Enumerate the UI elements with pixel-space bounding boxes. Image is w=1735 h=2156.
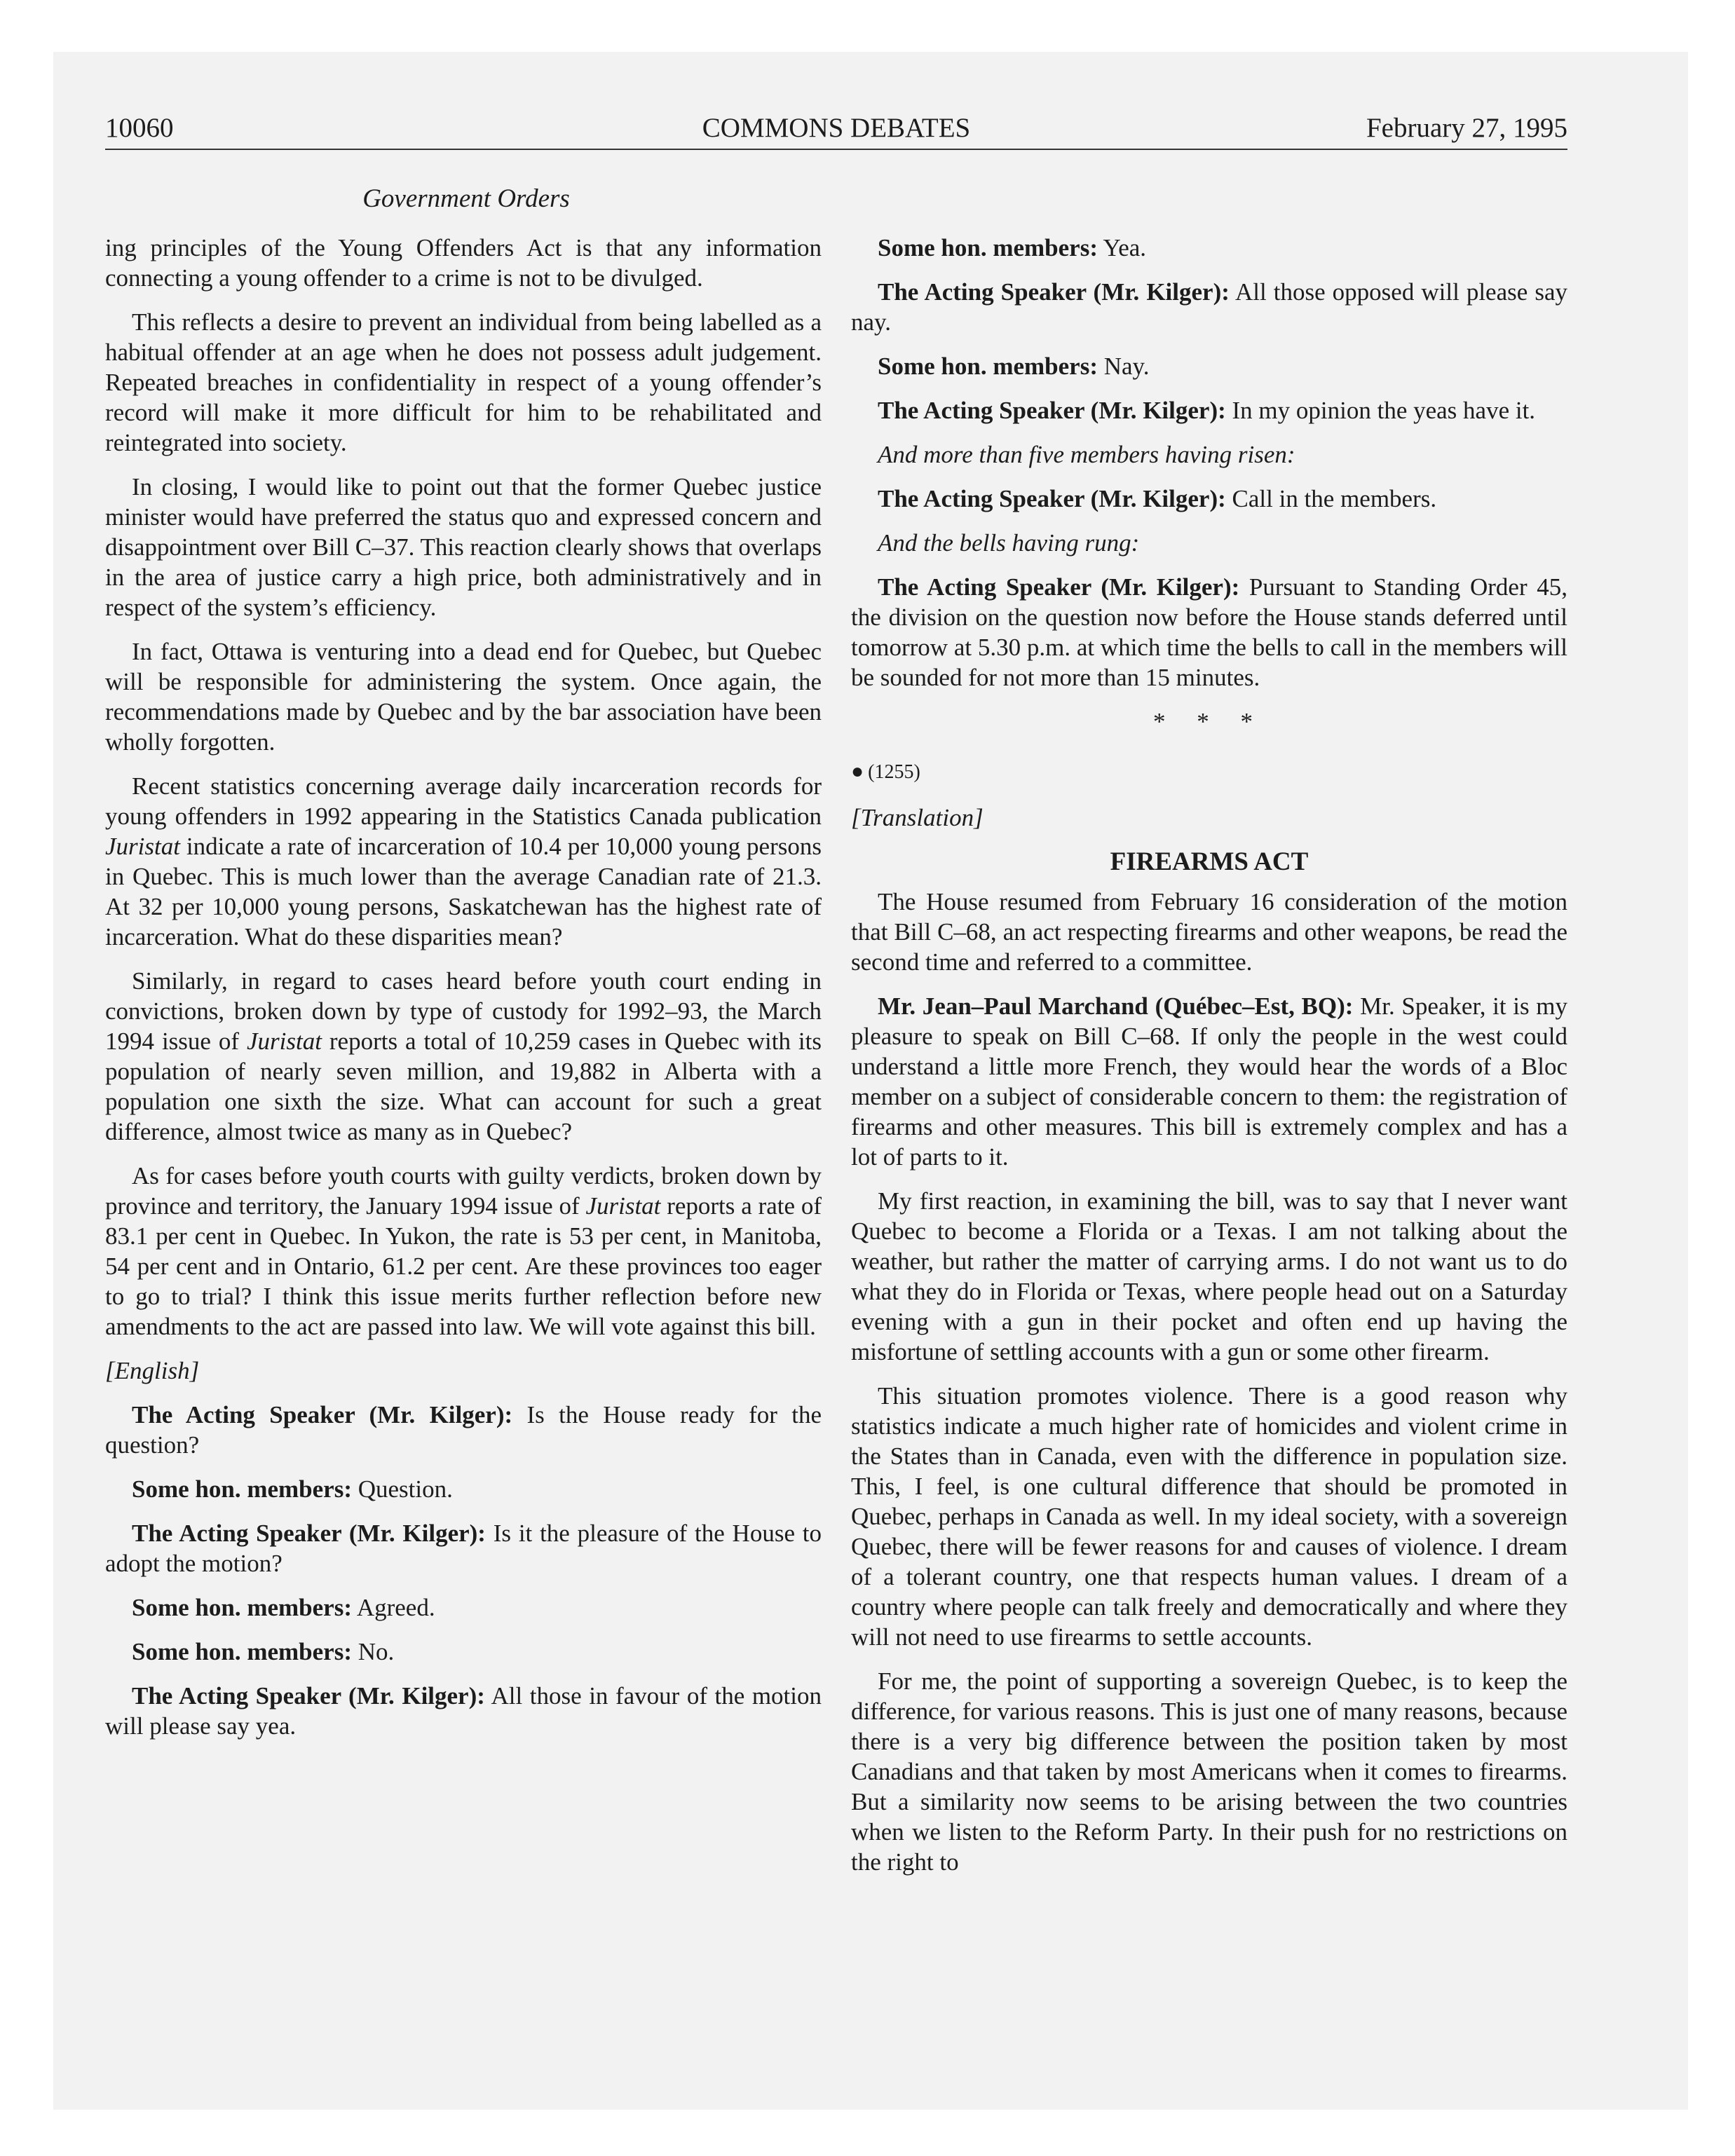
paragraph: This situation promotes violence. There is a good reason why statistics indicate a much higher rate of homicides and violent crime in the States than in Canada, even with the difference in population size. This, I feel, is one cultural difference that should be promoted in Quebec, perhaps in Canada as well. In my ideal society, with a sovereign Quebec, there will be fewer reasons for and causes of violence. I dream of a tolerant country, one that respects human values. I dream of a country where people can talk freely and democratically and where they will not need to use firearms to settle accounts. <box>851 1382 1567 1651</box>
debate-entry <box>105 1592 822 1623</box>
paragraph <box>105 1161 822 1342</box>
speech-text: Is the House ready for the question? <box>105 1401 822 1459</box>
paragraph: This reflects a desire to prevent an individual from being labelled as a habitual offender at an age when he does not possess adult judgement. Repeated breaches in confidentiality in respect of a young offender’s record will make it more difficult for him to be rehabilitated and reintegrated into society. <box>105 308 822 456</box>
debate-entry <box>851 351 1567 381</box>
speaker-name: The Acting Speaker (Mr. Kilger): <box>132 1682 485 1710</box>
paragraph-text: Recent statistics concerning average daily incarceration records for young offenders in 1992 appearing in the Statistics Canada publication <box>105 772 822 830</box>
speaker-name: Some hon. members: <box>132 1594 352 1621</box>
debate-entry <box>105 1637 822 1667</box>
speech-text: All those in favour of the motion will please say yea. <box>105 1682 822 1740</box>
section-heading: FIREARMS ACT <box>1110 847 1309 876</box>
speech-text: Nay. <box>1098 353 1150 380</box>
debate-entry <box>105 1681 822 1741</box>
paragraph: ing principles of the Young Offenders Act is that any information connecting a young offender to a crime is not to be divulged. <box>105 234 822 292</box>
right-column <box>851 233 1567 1891</box>
stage-direction: And more than five members having risen: <box>878 441 1295 468</box>
publication-name: Juristat <box>247 1028 322 1055</box>
debate-entry <box>851 572 1567 692</box>
debate-entry <box>105 1400 822 1460</box>
debate-entry <box>851 484 1567 514</box>
speech-text: Question. <box>352 1475 453 1503</box>
left-column <box>105 233 822 1755</box>
speech-text: Pursuant to Standing Order 45, the division on the question now before the House stands deferred until tomorrow at 5.30 p.m. at which time the bells to call in the members will be sounded for not more than 15 minutes. <box>851 573 1567 691</box>
paragraph: For me, the point of supporting a sovereign Quebec, is to keep the difference, for various reasons. This is just one of many reasons, because there is a very big difference between the position taken by most Canadians and that taken by most Americans when it comes to firearms. But a similarity now seems to be arising between the two countries when we listen to the Reform Party. In their push for no restrictions on the right to <box>851 1667 1567 1876</box>
page-number: 10060 <box>105 113 174 143</box>
bullet-icon: ● <box>851 760 864 783</box>
paragraph <box>105 771 822 952</box>
debate-entry <box>105 1518 822 1578</box>
speech-text: All those opposed will please say nay. <box>851 278 1567 336</box>
language-tag: [English] <box>105 1357 200 1384</box>
speaker-name: The Acting Speaker (Mr. Kilger): <box>878 485 1226 512</box>
speaker-name: Some hon. members: <box>878 353 1098 380</box>
language-tag: [Translation] <box>851 804 984 831</box>
stage-direction: And the bells having rung: <box>878 529 1140 557</box>
speaker-name: Mr. Jean–Paul Marchand (Québec–Est, BQ): <box>878 992 1354 1020</box>
speaker-name: Some hon. members: <box>132 1638 352 1665</box>
paragraph-text: As for cases before youth courts with guilty verdicts, broken down by province and territory, the January 1994 issue of <box>105 1162 822 1220</box>
section-separator: * * * <box>1153 708 1265 735</box>
page-date: February 27, 1995 <box>1366 113 1567 143</box>
paragraph: In fact, Ottawa is venturing into a dead end for Quebec, but Quebec will be responsible for administering the system. Once again, the recommendations made by Quebec and by the bar association have been wholly forgotten. <box>105 638 822 756</box>
speaker-name: Some hon. members: <box>132 1475 352 1503</box>
speaker-name: The Acting Speaker (Mr. Kilger): <box>132 1520 486 1547</box>
publication-name: Juristat <box>105 833 180 860</box>
speech-text: No. <box>352 1638 395 1665</box>
debate-entry <box>851 395 1567 425</box>
section-label: Government Orders <box>362 184 570 213</box>
debate-entry <box>851 991 1567 1172</box>
speech-text: Yea. <box>1098 234 1147 261</box>
speaker-name: The Acting Speaker (Mr. Kilger): <box>878 573 1240 601</box>
paragraph-text: Similarly, in regard to cases heard before youth court ending in convictions, broken down by type of custody for 1992–93, the March 1994 issue of <box>105 967 822 1055</box>
publication-title: COMMONS DEBATES <box>702 113 971 143</box>
paragraph-text: indicate a rate of incarceration of 10.4 per 10,000 young persons in Quebec. This is much lower than the average Canadian rate of 21.3. At 32 per 10,000 young persons, Saskatchewan has the highest rate of incarceration. What do these disparities mean? <box>105 833 822 950</box>
timecode-value: (1255) <box>868 761 920 783</box>
speech-text: Mr. Speaker, it is my pleasure to speak on Bill C–68. If only the people in the west could understand a little more French, they would hear the words of a Bloc member on a subject of considerable concern to them: the registration of firearms and other measures. This bill is extremely complex and has a lot of parts to it. <box>851 992 1567 1171</box>
paragraph <box>105 966 822 1147</box>
speaker-name: The Acting Speaker (Mr. Kilger): <box>132 1401 513 1428</box>
speaker-name: Some hon. members: <box>878 234 1098 261</box>
paragraph: In closing, I would like to point out that the former Quebec justice minister would have preferred the status quo and expressed concern and disappointment over Bill C–37. This reaction clearly shows that overlaps in the area of justice carry a high price, both administratively and in respect of the system’s efficiency. <box>105 473 822 621</box>
speech-text: Call in the members. <box>1225 485 1437 512</box>
speech-text: In my opinion the yeas have it. <box>1225 397 1536 424</box>
speaker-name: The Acting Speaker (Mr. Kilger): <box>878 397 1226 424</box>
speaker-name: The Acting Speaker (Mr. Kilger): <box>878 278 1230 306</box>
paragraph: My first reaction, in examining the bill, was to say that I never want Quebec to become a Florida or a Texas. I am not talking about the weather, but rather the matter of carrying arms. I do not want us to do what they do in Florida or Texas, where people head out on a Saturday evening with a gun in their pocket and often end up having the misfortune of settling accounts with a gun or some other firearm. <box>851 1187 1567 1365</box>
publication-name: Juristat <box>585 1192 661 1220</box>
speech-text: Agreed. <box>352 1594 435 1621</box>
debate-entry <box>105 1474 822 1504</box>
timecode <box>851 756 1567 787</box>
debate-entry <box>851 233 1567 263</box>
paragraph-text: reports a rate of 83.1 per cent in Quebec. In Yukon, the rate is 53 per cent, in Manitoba, 54 per cent and in Ontario, 61.2 per cent. Are these provinces too eager to go to trial? I think this issue merits further reflection before new amendments to the act are passed into law. We will vote against this bill. <box>105 1192 822 1340</box>
debate-entry <box>851 277 1567 337</box>
speech-text: Is it the pleasure of the House to adopt the motion? <box>105 1520 822 1577</box>
page-header <box>105 112 1567 150</box>
paragraph-text: reports a total of 10,259 cases in Quebec with its population of nearly seven million, and 19,882 in Alberta with a population one sixth the size. What can account for such a great difference, almost twice as many as in Quebec? <box>105 1028 822 1145</box>
paragraph: The House resumed from February 16 consideration of the motion that Bill C–68, an act respecting firearms and other weapons, be read the second time and referred to a committee. <box>851 888 1567 976</box>
